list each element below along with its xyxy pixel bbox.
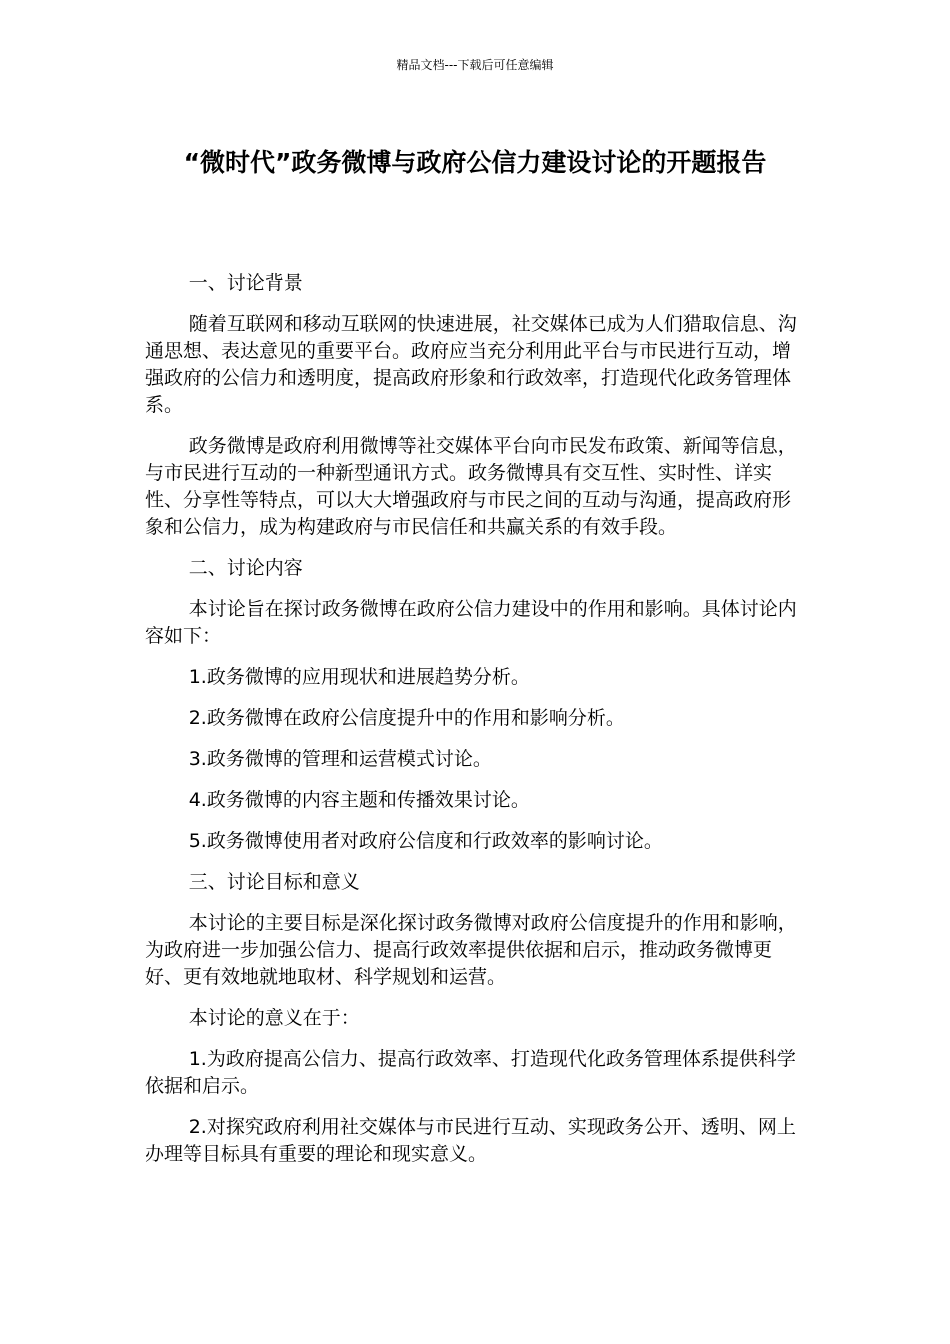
paragraph-significance-intro: 本讨论的意义在于： [188, 1007, 360, 1029]
page-header: 精品文档---下载后可任意编辑 [396, 58, 554, 72]
section-heading-background: 一、讨论背景 [188, 272, 303, 294]
list-item-content-1: 1.政务微博的应用现状和进展趋势分析。 [188, 666, 530, 688]
list-item-significance-1: 1.为政府提高公信力、提高行政效率、打造现代化政务管理体系提供科学依据和启示。 [145, 1048, 796, 1097]
paragraph-background-2: 政务微博是政府利用微博等社交媒体平台向市民发布政策、新闻等信息，与市民进行互动的一种新型通讯方式。政务微博具有交互性、实时性、详实性、分享性等特点，可以大大增强政府与市民之间的互动与沟通，提高政府形象和公信力，成为构建政府与市民信任和共赢关系的有效手段。 [145, 435, 797, 538]
document-title: “微时代”政务微博与政府公信力建设讨论的开题报告 [183, 148, 767, 177]
list-item-content-3: 3.政务微博的管理和运营模式讨论。 [188, 748, 492, 770]
list-item-significance-2: 2.对探究政府利用社交媒体与市民进行互动、实现政务公开、透明、网上办理等目标具有重要的理论和现实意义。 [145, 1116, 796, 1165]
paragraph-background-1: 随着互联网和移动互联网的快速进展，社交媒体已成为人们猎取信息、沟通思想、表达意见的重要平台。政府应当充分利用此平台与市民进行互动，增强政府的公信力和透明度，提高政府形象和行政效率，打造现代化政务管理体系。 [145, 313, 797, 416]
paragraph-content-intro: 本讨论旨在探讨政务微博在政府公信力建设中的作用和影响。具体讨论内容如下： [145, 598, 797, 647]
list-item-content-4: 4.政务微博的内容主题和传播效果讨论。 [188, 789, 530, 811]
section-heading-goals: 三、讨论目标和意义 [188, 871, 360, 893]
section-heading-content: 二、讨论内容 [188, 557, 303, 579]
list-item-content-2: 2.政务微博在政府公信度提升中的作用和影响分析。 [188, 707, 625, 729]
list-item-content-5: 5.政务微博使用者对政府公信度和行政效率的影响讨论。 [188, 830, 663, 852]
document-body [145, 270, 800, 1182]
paragraph-goals: 本讨论的主要目标是深化探讨政务微博对政府公信度提升的作用和影响，为政府进一步加强公信力、提高行政效率提供依据和启示，推动政务微博更好、更有效地就地取材、科学规划和运营。 [145, 912, 797, 988]
